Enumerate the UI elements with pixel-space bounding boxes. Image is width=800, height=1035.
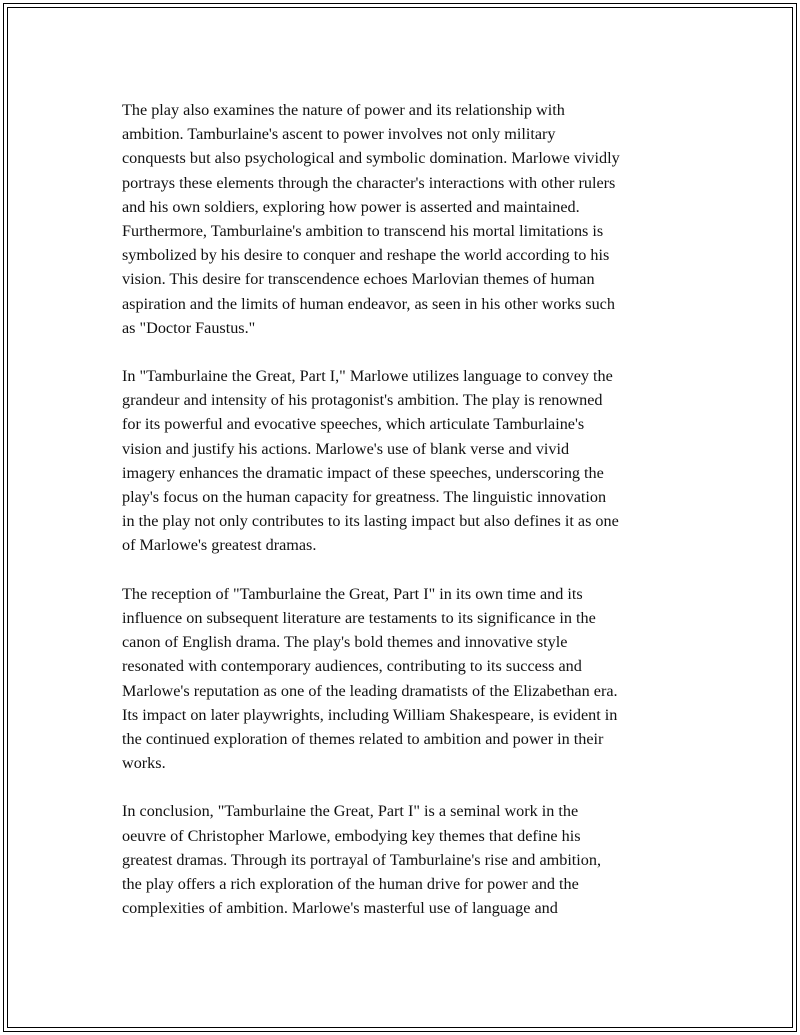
paragraph-4 (122, 799, 692, 920)
text-line: symbolized by his desire to conquer and reshape the world according to his (122, 246, 610, 265)
page-border (3, 3, 797, 1032)
text-line: Furthermore, Tamburlaine's ambition to transcend his mortal limitations is (122, 221, 604, 240)
text-line: canon of English drama. The play's bold themes and innovative style (122, 633, 568, 652)
text-line: the continued exploration of themes related to ambition and power in their (122, 729, 604, 748)
document-body (122, 98, 692, 945)
text-line: The reception of "Tamburlaine the Great, Part I" in its own time and its (122, 584, 583, 603)
text-line: ambition. Tamburlaine's ascent to power involves not only military (122, 125, 556, 144)
text-line: in the play not only contributes to its lasting impact but also defines it as one (122, 512, 619, 531)
paragraph-3 (122, 582, 692, 776)
text-line: for its powerful and evocative speeches, which articulate Tamburlaine's (122, 415, 585, 434)
paragraph-1 (122, 98, 692, 340)
text-line: as "Doctor Faustus." (122, 318, 256, 337)
text-line: influence on subsequent literature are testaments to its significance in the (122, 608, 596, 627)
text-line: vision. This desire for transcendence echoes Marlovian themes of human (122, 270, 595, 289)
text-line: complexities of ambition. Marlowe's masterful use of language and (122, 899, 558, 918)
text-line: resonated with contemporary audiences, contributing to its success and (122, 657, 582, 676)
text-line: In "Tamburlaine the Great, Part I," Marlowe utilizes language to convey the (122, 367, 613, 386)
text-line: conquests but also psychological and symbolic domination. Marlowe vividly (122, 149, 620, 168)
text-line: play's focus on the human capacity for greatness. The linguistic innovation (122, 488, 607, 506)
text-line: oeuvre of Christopher Marlowe, embodying key themes that define his (122, 826, 581, 845)
text-line: aspiration and the limits of human endeavor, as seen in his other works such (122, 294, 615, 313)
text-line: portrays these elements through the character's interactions with other rulers (122, 173, 616, 192)
text-line: greatest dramas. Through its portrayal of Tamburlaine's rise and ambition, (122, 850, 602, 869)
text-line: of Marlowe's greatest dramas. (122, 536, 317, 555)
text-line: Marlowe's reputation as one of the leading dramatists of the Elizabethan era. (122, 681, 618, 700)
text-line: Its impact on later playwrights, including William Shakespeare, is evident in (122, 705, 618, 724)
text-line: the play offers a rich exploration of the human drive for power and the (122, 875, 579, 893)
text-line: grandeur and intensity of his protagonist's ambition. The play is renowned (122, 391, 603, 410)
text-line: and his own soldiers, exploring how power is asserted and maintained. (122, 197, 580, 216)
text-line: The play also examines the nature of power and its relationship with (122, 101, 565, 119)
paragraph-2 (122, 364, 692, 558)
text-line: vision and justify his actions. Marlowe's use of blank verse and vivid (122, 439, 570, 458)
text-line: In conclusion, "Tamburlaine the Great, Part I" is a seminal work in the (122, 802, 579, 821)
text-line: imagery enhances the dramatic impact of these speeches, underscoring the (122, 463, 604, 482)
text-line: works. (122, 754, 166, 773)
